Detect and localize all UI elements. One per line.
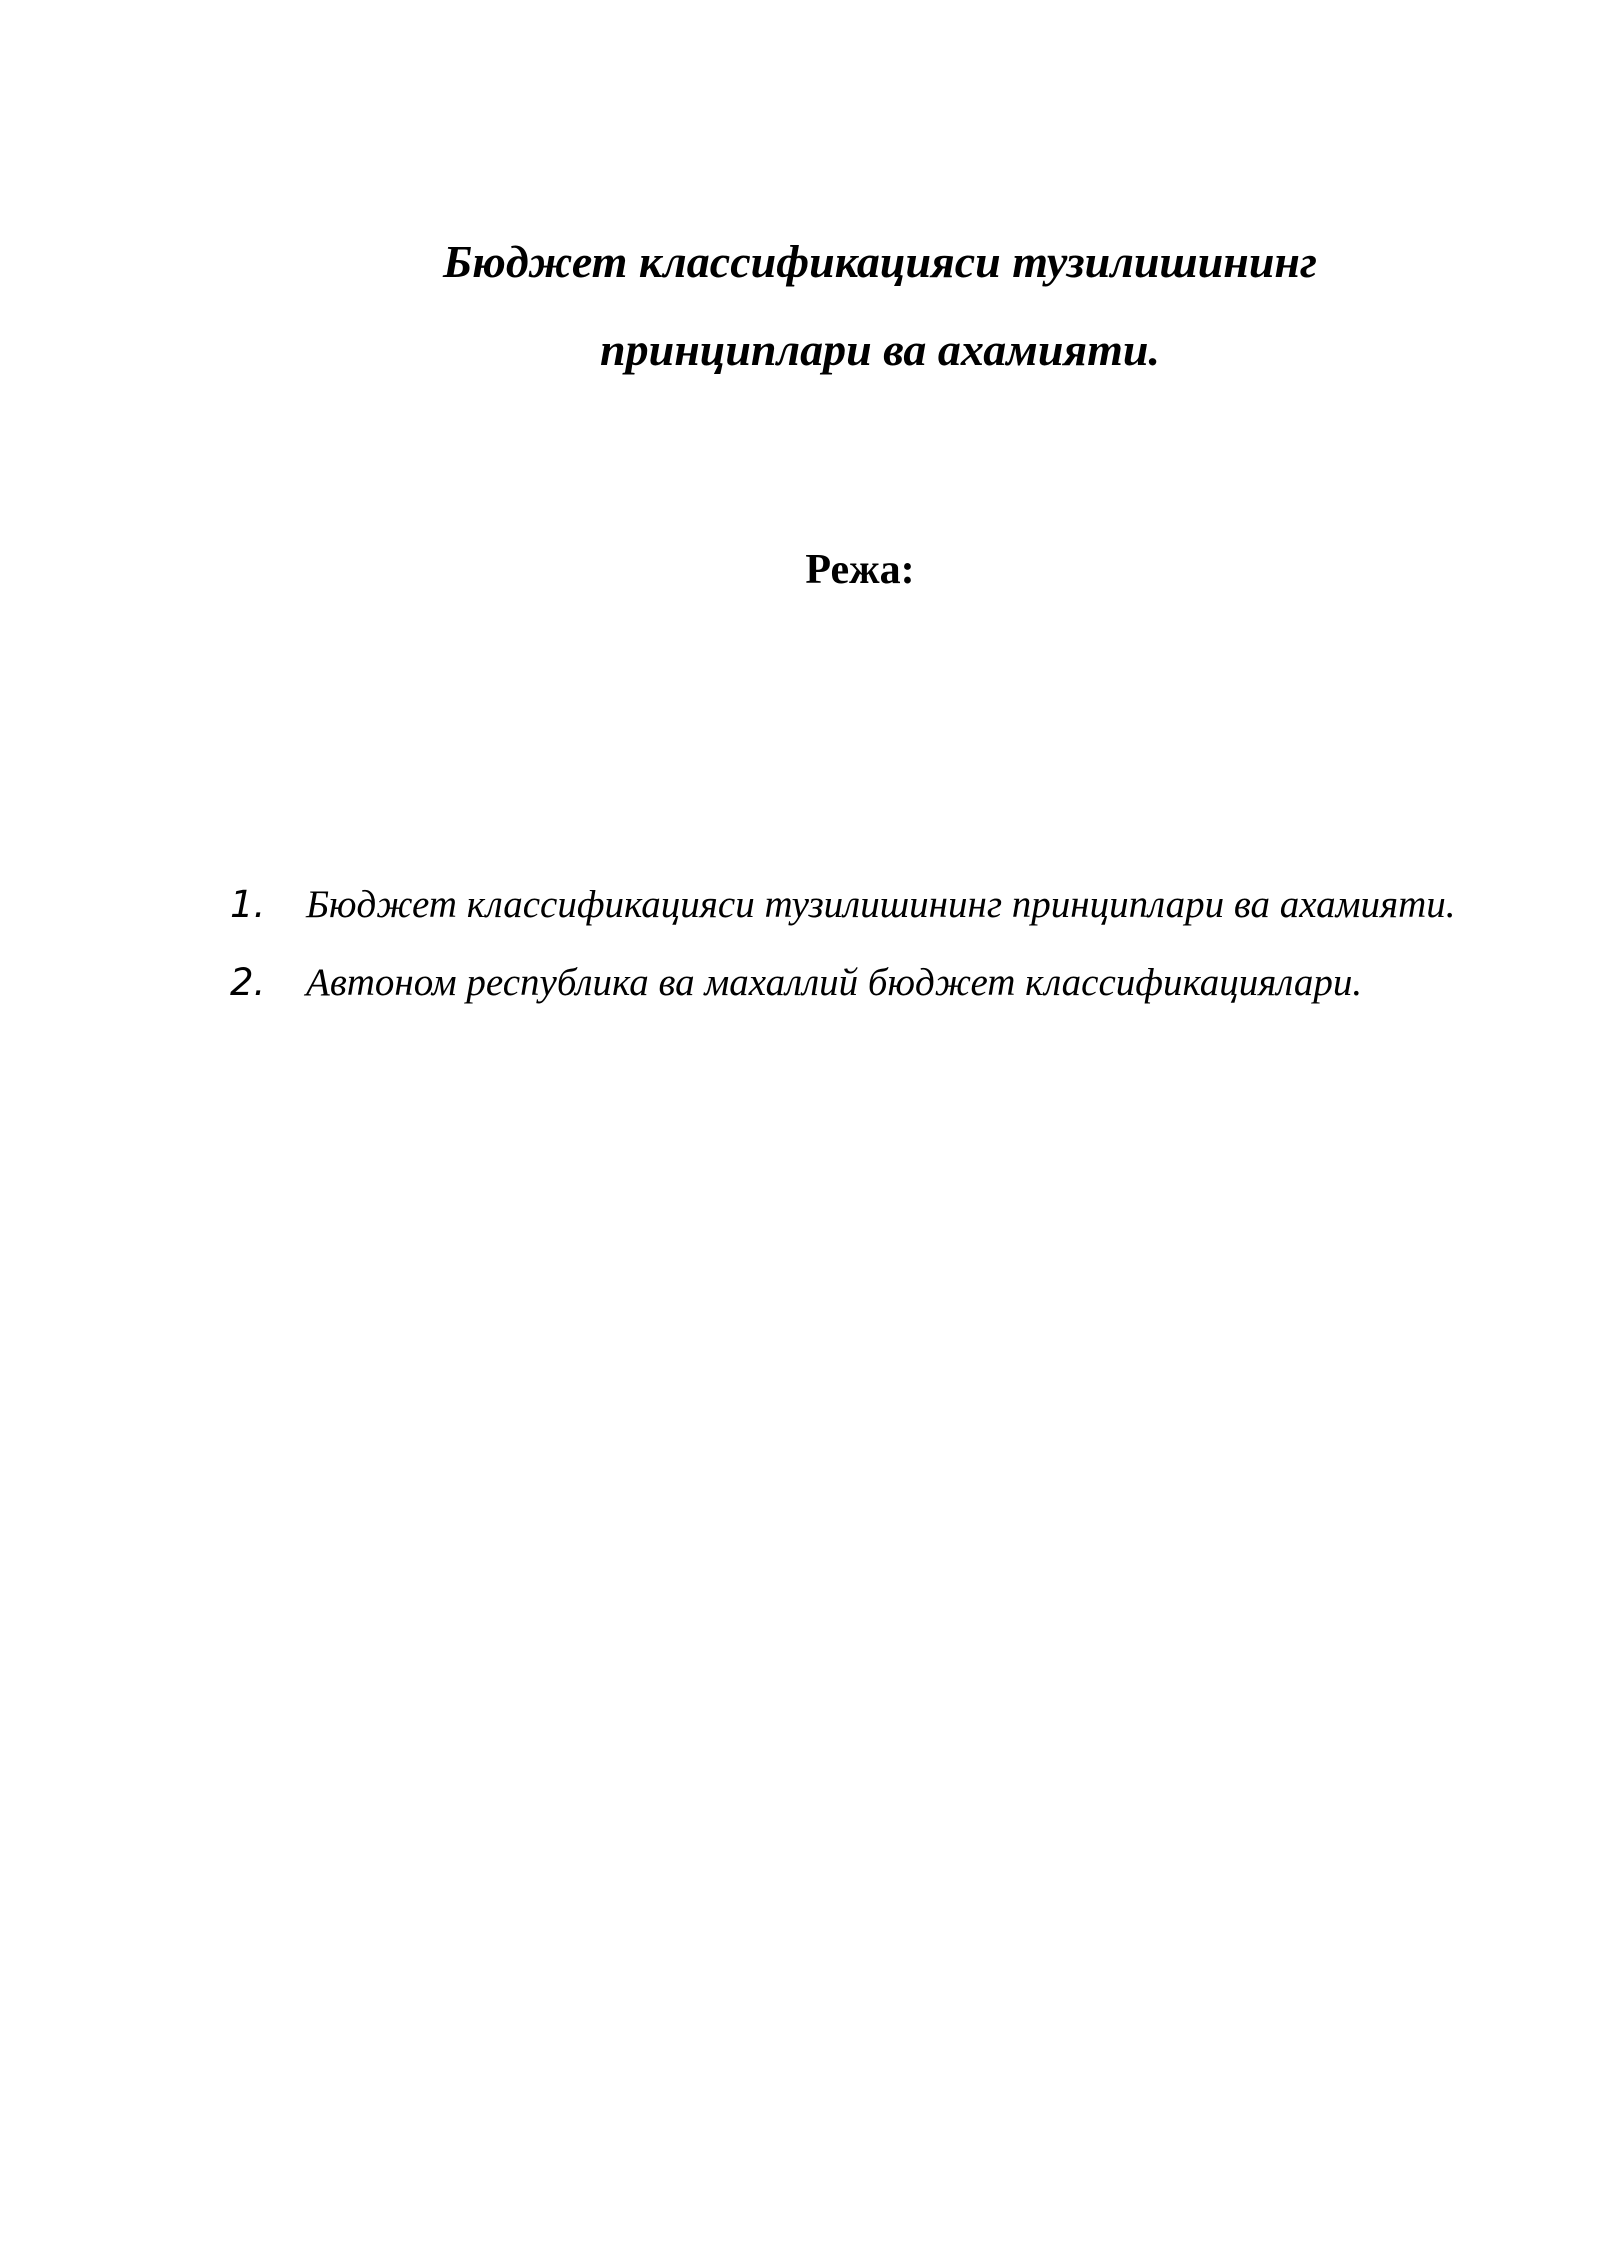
document-title-line-1: Бюджет классификацияси тузилишининг xyxy=(443,236,1317,287)
plan-item-number: 2. xyxy=(230,961,266,1004)
plan-list xyxy=(230,866,1530,1022)
plan-list-item xyxy=(230,944,1530,1022)
plan-item-number: 1. xyxy=(230,883,266,926)
plan-item-text: Автоном республика ва махаллий бюджет классификациялари. xyxy=(306,961,1363,1004)
plan-item-text: Бюджет классификацияси тузилишининг принциплари ва ахамияти. xyxy=(306,883,1456,926)
plan-list-item xyxy=(230,866,1530,944)
plan-heading: Режа: xyxy=(805,547,915,593)
document-title-line-2: принциплари ва ахамияти. xyxy=(600,324,1160,375)
